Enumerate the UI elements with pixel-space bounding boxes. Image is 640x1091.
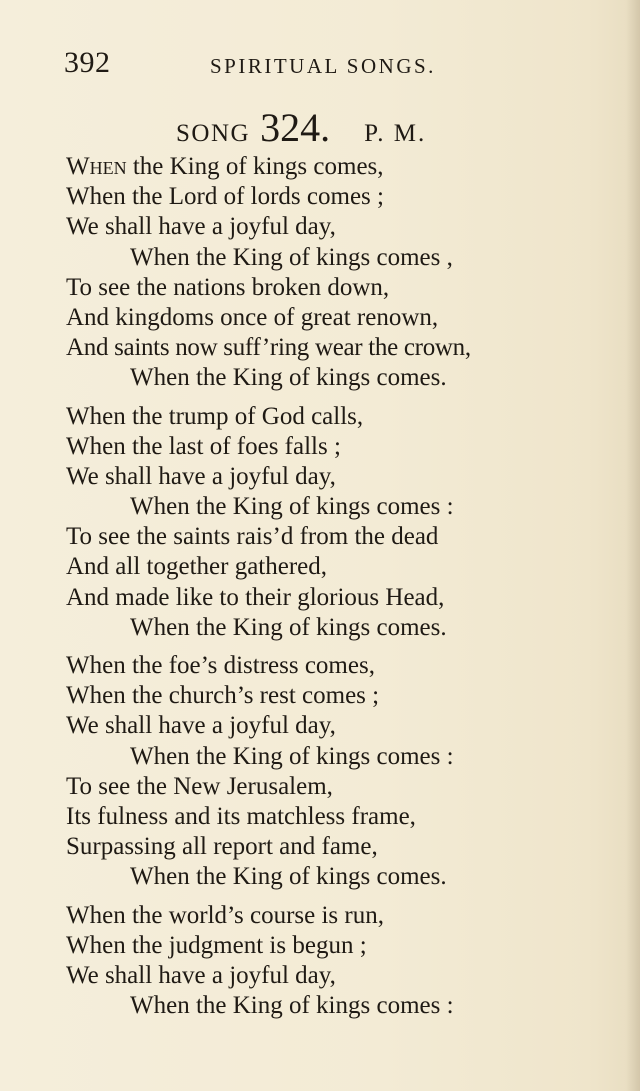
lyric-line-refrain: When the King of kings comes. [130,863,447,891]
lyric-line: And all together gathered, [66,553,328,581]
lyric-line: When the King of kings comes, [66,153,384,180]
lyric-line: And saints now suff’ring wear the crown, [66,334,471,362]
lyric-line: Surpassing all report and fame, [66,833,378,861]
lyric-line-refrain: When the King of kings comes : [130,493,454,521]
stanza [0,651,640,893]
lyric-line-refrain: When the King of kings comes : [130,992,454,1020]
lyric-line: We shall have a joyful day, [66,213,336,241]
lyrics [0,152,640,1029]
page-number: 392 [64,46,111,79]
song-label: SONG [176,120,251,147]
song-heading [176,104,426,150]
song-meter: P. M. [364,120,427,147]
lyric-line-refrain: When the King of kings comes. [130,613,447,641]
lyric-line: When the last of foes falls ; [66,432,341,460]
lyric-line: When the world’s course is run, [66,901,384,929]
song-number: 324. [260,105,331,150]
lyric-line: When the judgment is begun ; [66,931,367,959]
stanza [0,901,640,1022]
lyric-line: And made like to their glorious Head, [66,583,445,611]
lyric-line: When the church’s rest comes ; [66,682,380,710]
lyric-line: When the foe’s distress comes, [66,652,375,679]
lyric-line: When the Lord of lords comes ; [66,183,384,211]
stanza [0,402,640,644]
lyric-line: To see the nations broken down, [66,273,390,301]
lyric-line: To see the saints rais’d from the dead [66,523,439,551]
lyric-line: Its fulness and its matchless frame, [66,802,416,830]
lyric-line: When the trump of God calls, [66,402,364,430]
lyric-line: And kingdoms once of great renown, [66,303,439,331]
lyric-line: To see the New Jerusalem, [66,772,333,800]
running-head [64,46,484,82]
lyric-line: We shall have a joyful day, [66,961,336,989]
lyric-line: We shall have a joyful day, [66,462,336,490]
running-title: SPIRITUAL SONGS. [210,54,436,78]
stanza [0,152,640,394]
lyric-line-refrain: When the King of kings comes , [130,243,453,271]
lyric-line-refrain: When the King of kings comes. [130,364,447,392]
lyric-line: We shall have a joyful day, [66,712,336,740]
lyric-line-refrain: When the King of kings comes : [130,742,454,770]
